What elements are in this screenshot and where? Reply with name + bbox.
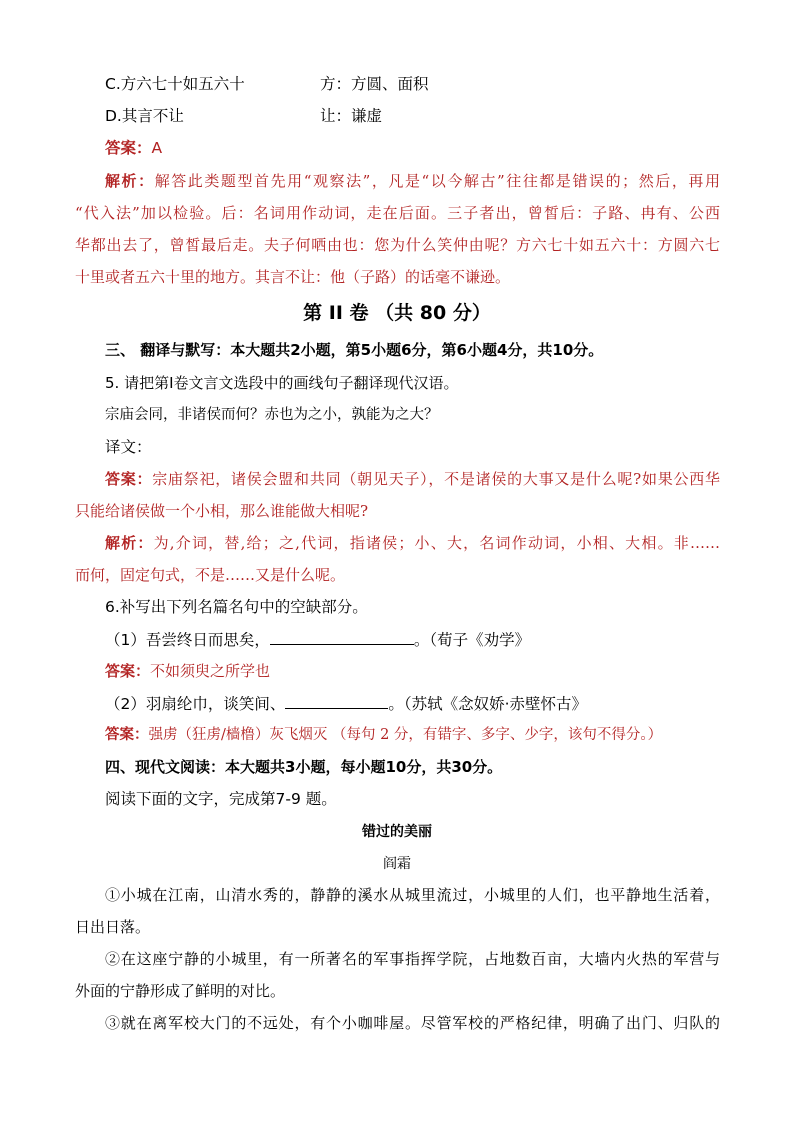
option-c-left: C.方六七十如五六十	[105, 75, 245, 93]
section4-heading: 四、现代文阅读：本大题共3小题，每小题10分，共30分。	[105, 758, 503, 776]
paragraph-3-line-1: ③就在离军校大门的不远处，有个小咖啡屋。尽管军校的严格纪律，明确了出门、归队的	[105, 1014, 720, 1032]
q5-sentence: 宗庙会同，非诸侯而何？赤也为之小，孰能为之大？	[105, 407, 439, 423]
q6-item2-suffix: 。（苏轼《念奴娇·赤壁怀古》	[388, 695, 588, 713]
q5-answer-line-2: 只能给诸侯做一个小相，那么谁能做大相呢?	[75, 502, 369, 520]
option-c-right: 方：方圆、面积	[320, 75, 429, 93]
option-d-right: 让：谦虚	[320, 107, 383, 125]
answer-label: 答案：	[105, 470, 153, 488]
q6-item-1	[105, 628, 530, 651]
article-author: 阎霜	[383, 856, 411, 872]
q4-analysis-line-2: “代入法”加以检验。后：名词用作动词，走在后面。三子者出，曾皙后：子路、冉有、公西	[75, 204, 720, 222]
q6-item1-suffix: 。（荀子《劝学》	[413, 631, 531, 649]
q6-item2-prefix: （2）羽扇纶巾，谈笑间、	[105, 695, 286, 713]
paragraph-2-line-2: 外面的宁静形成了鲜明的对比。	[75, 982, 286, 1000]
q5-answer-line-1	[105, 468, 720, 490]
answer-text: 不如须臾之所学也	[150, 662, 271, 680]
answer-label: 答案：	[105, 726, 149, 743]
analysis-label: 解析：	[105, 534, 154, 552]
answer-label: 答案：	[105, 139, 152, 157]
answer-value: A	[151, 139, 163, 157]
option-d-left: D.其言不让	[105, 107, 184, 125]
q5-analysis-line-1	[105, 532, 720, 554]
q5-prompt: 5. 请把第I卷文言文选段中的画线句子翻译现代汉语。	[105, 374, 459, 392]
paragraph-1-line-1: ①小城在江南，山清水秀的，静静的溪水从城里流过，小城里的人们，也平静地生活着，	[105, 886, 720, 904]
answer-text: 强虏（狂虏/樯橹）灰飞烟灭 （每句 2 分，有错字、多字、少字，该句不得分。）	[148, 727, 663, 743]
q6-prompt: 6.补写出下列名篇名句中的空缺部分。	[105, 598, 368, 616]
q6-answer-2	[105, 724, 662, 746]
volume-title: 第 II 卷 （共 80 分）	[303, 302, 491, 324]
section3-heading: 三、 翻译与默写：本大题共2小题，第5小题6分，第6小题4分，共10分。	[105, 341, 604, 359]
answer-text: 宗庙祭祀，诸侯会盟和共同（朝见天子），不是诸侯的大事又是什么呢?如果公西华	[152, 470, 720, 488]
q4-analysis-line-1	[105, 170, 720, 192]
q6-item1-prefix: （1）吾尝终日而思矣，	[105, 631, 270, 649]
q6-answer-1	[105, 660, 270, 682]
paragraph-2-line-1: ②在这座宁静的小城里，有一所著名的军事指挥学院，占地数百亩，大墙内火热的军营与	[105, 950, 720, 968]
fill-blank-2[interactable]	[285, 692, 388, 709]
answer-label: 答案：	[105, 662, 151, 680]
q4-answer	[105, 137, 162, 159]
q5-translation-label: 译文：	[105, 438, 152, 456]
q5-analysis-line-2: 而何，固定句式，不是……又是什么呢。	[75, 566, 346, 584]
analysis-text: 为,介词，替,给；之,代词，指诸侯；小、大，名词作动词，小相、大相。非……	[153, 534, 720, 552]
article-title: 错过的美丽	[362, 824, 432, 840]
fill-blank-1[interactable]	[270, 628, 414, 645]
q4-analysis-line-4: 十里或者五六十里的地方。其言不让：他（子路）的话毫不谦逊。	[75, 268, 511, 286]
analysis-text: 解答此类题型首先用“观察法”，凡是“以今解古”往往都是错误的；然后，再用	[154, 172, 720, 190]
analysis-label: 解析：	[105, 172, 155, 190]
q4-analysis-line-3: 华都出去了，曾皙最后走。夫子何哂由也：您为什么笑仲由呢？方六七十如五六十：方圆六七	[75, 236, 720, 254]
paragraph-1-line-2: 日出日落。	[75, 918, 151, 936]
q6-item-2	[105, 692, 587, 715]
section4-instruction: 阅读下面的文字，完成第7-9 题。	[105, 790, 337, 808]
